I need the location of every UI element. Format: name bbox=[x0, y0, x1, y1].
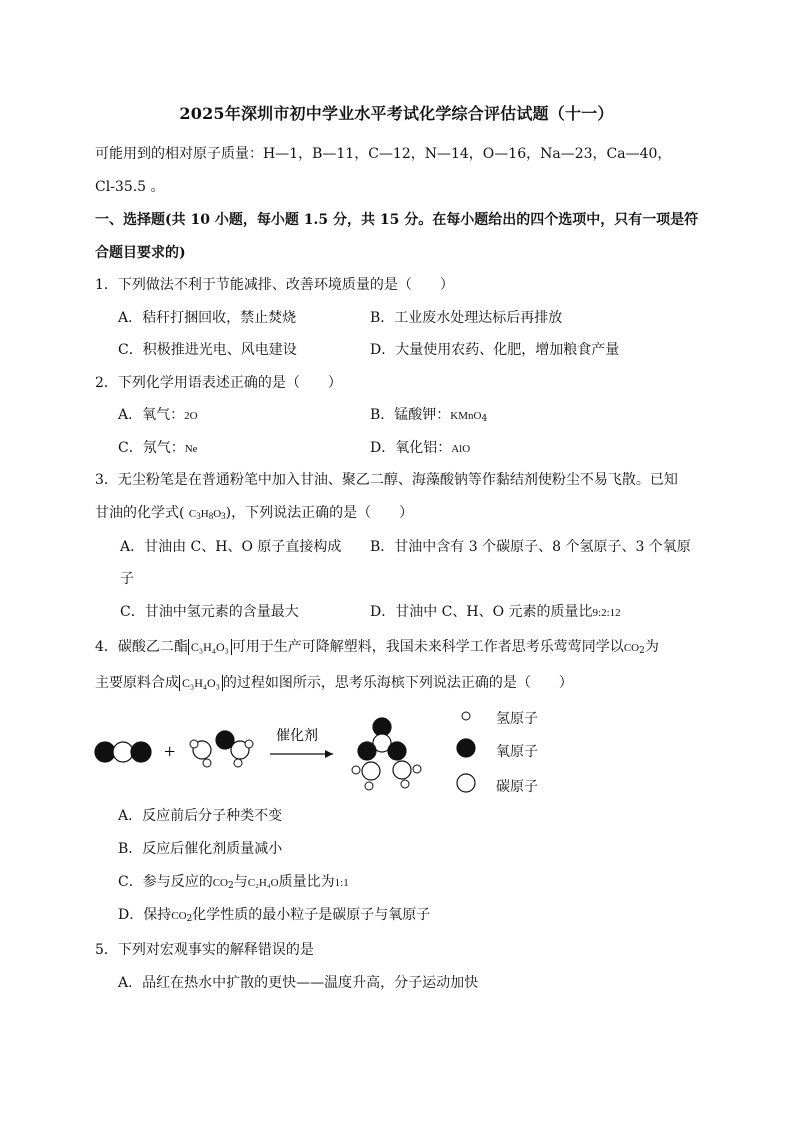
q4-option-d-prefix: D．保持 bbox=[118, 907, 172, 923]
q4-option-a: A．反应前后分子种类不变 bbox=[118, 808, 283, 824]
reaction-arrow bbox=[270, 727, 333, 758]
q2-option-d-label: D．氧化铝： bbox=[370, 440, 452, 456]
q4-stem-line-2-suffix: 的过程如图所示，思考乐海槟下列说法正确的是（ ） bbox=[222, 675, 573, 691]
q1-option-c: C．积极推进光电、风电建设 bbox=[118, 342, 297, 358]
q3-formula-h-sub: 8 bbox=[208, 511, 214, 521]
ethylene-carbonate-molecule bbox=[352, 718, 421, 790]
q2-stem: 2．下列化学用语表述正确的是（ ） bbox=[95, 375, 342, 391]
carbon-atom bbox=[393, 761, 411, 779]
q2-option-b-subscript: 4 bbox=[481, 414, 488, 424]
q3-formula-c-sub: 3 bbox=[196, 511, 201, 521]
q2-option-b bbox=[370, 406, 487, 428]
q3-stem-suffix: )，下列说法正确的是（ ） bbox=[225, 505, 414, 521]
q4-option-b: B．反应后催化剂质量减小 bbox=[118, 841, 283, 857]
q4-stem-prefix: 4．碳酸乙二酯 bbox=[95, 639, 188, 655]
q2-option-c-label: C．氖气： bbox=[118, 440, 185, 456]
q4-option-d-co2: CO bbox=[171, 910, 187, 922]
q3-stem-prefix: 甘油的化学式( bbox=[95, 505, 185, 521]
ethylene-oxide-molecule bbox=[190, 731, 253, 767]
q4-stem-mid: 可用于生产可降解塑料，我国未来科学工作者思考乐莺莺同学以 bbox=[231, 639, 624, 655]
oxygen-atom bbox=[95, 742, 115, 762]
section-heading-line-1: 一、选择题(共 10 小题，每小题 1.5 分，共 15 分。在每小题给出的四个选项中，只有一项是符 bbox=[95, 212, 699, 228]
q5-option-a: A．品红在热水中扩散的更快——温度升高，分子运动加快 bbox=[118, 975, 479, 991]
q4-option-d-co2-sub: 2 bbox=[186, 914, 193, 924]
q1-stem: 1．下列做法不利于节能减排、改善环境质量的是（ ） bbox=[95, 277, 454, 293]
hydrogen-atom bbox=[190, 740, 198, 748]
co2-molecule bbox=[95, 742, 151, 762]
q2-option-a-formula: 2O bbox=[184, 410, 198, 422]
q3-option-a: A．甘油由 C、H、O 原子直接构成 bbox=[120, 539, 342, 555]
oxygen-legend-icon bbox=[457, 739, 475, 757]
q2-option-a-label: A．氧气： bbox=[118, 407, 185, 423]
q2-option-a bbox=[118, 406, 198, 425]
q4-stem-line-1 bbox=[95, 638, 659, 660]
hydrogen-atom bbox=[365, 782, 373, 790]
q4-option-c-prefix: C．参与反应的 bbox=[118, 874, 213, 890]
q3-formula-o-sub: 3 bbox=[221, 511, 226, 521]
carbon-atom bbox=[362, 762, 380, 780]
legend-carbon: 碳原子 bbox=[496, 779, 538, 795]
q4-option-c-mid: 与 bbox=[233, 874, 248, 890]
q2-option-d bbox=[370, 439, 470, 458]
q2-option-d-formula: AlO bbox=[451, 443, 471, 455]
q3-formula-c: C bbox=[188, 508, 197, 520]
q4-option-c-suffix: 质量比为 bbox=[278, 874, 335, 890]
q4-option-c bbox=[118, 873, 349, 895]
q4-option-c-co2-sub: 2 bbox=[228, 881, 234, 891]
q4-option-c-co2: CO bbox=[212, 877, 228, 889]
q4-stem-line-2 bbox=[95, 674, 573, 692]
q2-option-b-formula: KMnO bbox=[450, 410, 482, 422]
q4-formula-1: C₃H₄O₃ bbox=[188, 639, 232, 655]
hydrogen-atom bbox=[234, 759, 242, 767]
carbon-atom bbox=[113, 742, 133, 762]
arrow-head bbox=[325, 750, 333, 758]
q4-option-d-suffix: 化学性质的最小粒子是碳原子与氧原子 bbox=[192, 907, 431, 923]
q3-formula-o: O bbox=[213, 508, 222, 520]
q3-option-d bbox=[370, 603, 621, 622]
atomic-masses-line-1: 可能用到的相对原子质量：H—1，B—11，C—12，N—14，O—16，Na—23，Ca—40， bbox=[95, 146, 672, 162]
q3-stem-line-2 bbox=[95, 504, 413, 525]
section-heading-line-2: 合题目要求的) bbox=[95, 245, 186, 261]
atomic-masses-line-2: Cl-35.5 。 bbox=[95, 179, 165, 195]
oxygen-atom bbox=[373, 718, 391, 736]
page-title: 2025年深圳市初中学业水平考试化学综合评估试题（十一） bbox=[179, 104, 614, 123]
q4-co2-sub: 2 bbox=[639, 646, 645, 656]
q1-option-d: D．大量使用农药、化肥，增加粮食产量 bbox=[370, 342, 620, 358]
legend-symbols bbox=[457, 712, 475, 792]
q2-option-c bbox=[118, 439, 198, 458]
q3-formula-h: H bbox=[200, 508, 209, 520]
hydrogen-legend-icon bbox=[462, 712, 470, 720]
q4-stem-suffix: 为 bbox=[644, 639, 659, 655]
oxygen-atom bbox=[358, 742, 376, 760]
legend-oxygen: 氧原子 bbox=[496, 744, 538, 760]
catalyst-label: 催化剂 bbox=[276, 728, 318, 744]
carbon-legend-icon bbox=[457, 774, 475, 792]
hydrogen-atom bbox=[413, 765, 421, 773]
q3-stem-line-1: 3．无尘粉笔是在普通粉笔中加入甘油、聚乙二醇、海藻酸钠等作黏结剂使粉尘不易飞散。已知 bbox=[95, 472, 678, 488]
q1-option-a: A．秸秆打捆回收，禁止焚烧 bbox=[118, 310, 297, 326]
q5-stem: 5．下列对宏观事实的解释错误的是 bbox=[95, 942, 314, 958]
hydrogen-atom bbox=[352, 766, 360, 774]
plus-sign: + bbox=[164, 741, 176, 763]
oxygen-atom bbox=[388, 742, 406, 760]
q3-formula bbox=[189, 508, 226, 520]
q3-option-d-label: D．甘油中 C、H、O 元素的质量比 bbox=[370, 604, 593, 620]
q3-option-d-ratio: 9:2:12 bbox=[592, 607, 621, 619]
reaction-diagram bbox=[80, 700, 560, 820]
q4-stem-line-2-prefix: 主要原料合成 bbox=[95, 675, 179, 691]
q3-option-c: C．甘油中氢元素的含量最大 bbox=[120, 604, 299, 620]
hydrogen-atom bbox=[245, 740, 253, 748]
q3-option-b-line-1: B．甘油中含有 3 个碳原子、8 个氢原子、3 个氧原 bbox=[370, 539, 691, 555]
q4-option-c-ratio: 1:1 bbox=[334, 877, 349, 889]
hydrogen-atom bbox=[203, 759, 211, 767]
q4-co2: CO bbox=[623, 642, 640, 654]
q2-option-b-label: B．锰酸钾： bbox=[370, 407, 451, 423]
hydrogen-atom bbox=[401, 780, 409, 788]
q3-option-b-line-2: 子 bbox=[120, 571, 134, 587]
q1-option-b: B．工业废水处理达标后再排放 bbox=[370, 310, 563, 326]
q4-formula-2: C₃H₄O₃ bbox=[179, 675, 223, 691]
q4-option-d bbox=[118, 906, 430, 928]
oxygen-atom bbox=[131, 742, 151, 762]
legend-hydrogen: 氢原子 bbox=[496, 711, 538, 727]
q2-option-c-formula: Ne bbox=[184, 443, 198, 455]
oxygen-atom bbox=[216, 731, 234, 749]
q4-option-c-c2h4o: C₂H₄O bbox=[247, 877, 279, 889]
